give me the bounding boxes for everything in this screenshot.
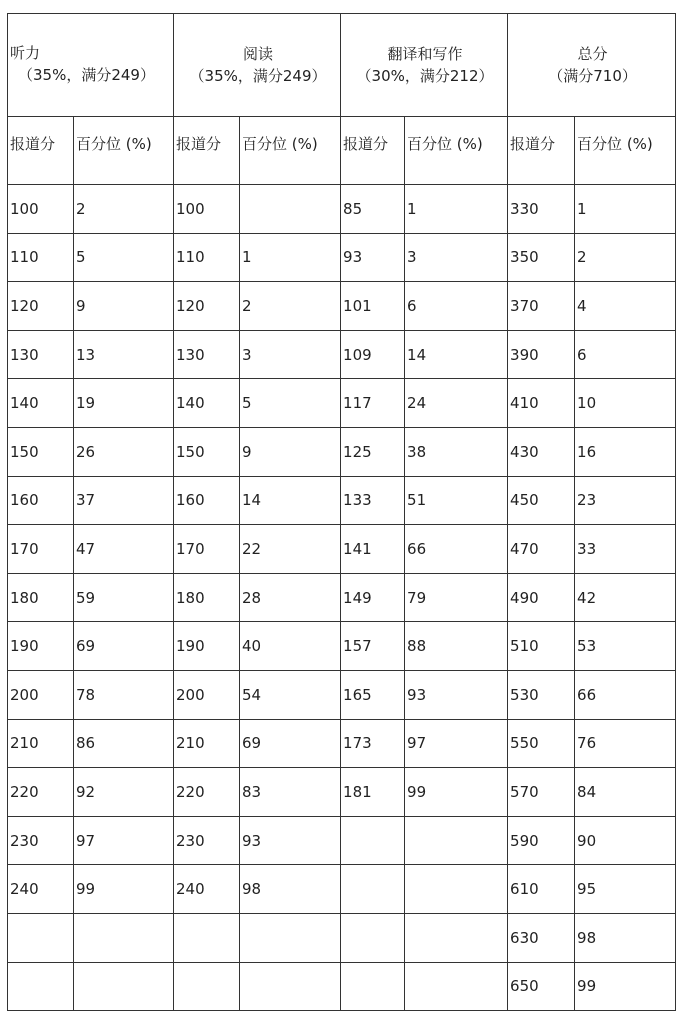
score-cell: 490 xyxy=(508,573,575,622)
score-cell: 130 xyxy=(8,330,74,379)
table-row xyxy=(8,719,676,768)
percentile-cell xyxy=(240,185,341,234)
column-header-row xyxy=(8,117,676,185)
score-cell: 180 xyxy=(8,573,74,622)
score-cell: 149 xyxy=(341,573,405,622)
percentile-cell: 23 xyxy=(575,476,676,525)
score-cell: 93 xyxy=(341,233,405,282)
table-row xyxy=(8,379,676,428)
group-header-row xyxy=(8,14,676,117)
percentile-cell: 6 xyxy=(575,330,676,379)
score-cell: 120 xyxy=(8,282,74,331)
score-cell: 650 xyxy=(508,962,575,1011)
percentile-cell: 16 xyxy=(575,427,676,476)
percentile-cell: 1 xyxy=(575,185,676,234)
column-header-score: 报道分 xyxy=(8,117,74,185)
percentile-cell: 24 xyxy=(405,379,508,428)
percentile-cell xyxy=(405,962,508,1011)
score-cell: 630 xyxy=(508,913,575,962)
percentile-cell: 99 xyxy=(405,768,508,817)
score-cell: 330 xyxy=(508,185,575,234)
score-cell: 350 xyxy=(508,233,575,282)
score-cell: 101 xyxy=(341,282,405,331)
score-cell: 120 xyxy=(174,282,240,331)
group-header-translation-writing xyxy=(341,14,508,117)
score-cell: 510 xyxy=(508,622,575,671)
score-cell xyxy=(341,816,405,865)
percentile-cell: 1 xyxy=(405,185,508,234)
group-name: 阅读 xyxy=(243,45,274,63)
table-row xyxy=(8,865,676,914)
percentile-cell: 69 xyxy=(240,719,341,768)
score-cell: 160 xyxy=(8,476,74,525)
table-row xyxy=(8,185,676,234)
score-cell: 200 xyxy=(8,670,74,719)
percentile-cell: 54 xyxy=(240,670,341,719)
table-row xyxy=(8,573,676,622)
percentile-cell: 99 xyxy=(575,962,676,1011)
score-cell xyxy=(174,913,240,962)
score-cell: 530 xyxy=(508,670,575,719)
column-header-score: 报道分 xyxy=(341,117,405,185)
percentile-cell: 97 xyxy=(74,816,174,865)
percentile-cell xyxy=(405,913,508,962)
score-cell: 370 xyxy=(508,282,575,331)
column-header-percentile: 百分位 (%) xyxy=(405,117,508,185)
percentile-cell: 93 xyxy=(405,670,508,719)
percentile-cell: 6 xyxy=(405,282,508,331)
percentile-cell: 28 xyxy=(240,573,341,622)
score-cell: 150 xyxy=(174,427,240,476)
score-cell: 150 xyxy=(8,427,74,476)
score-cell: 450 xyxy=(508,476,575,525)
percentile-cell: 26 xyxy=(74,427,174,476)
score-cell: 550 xyxy=(508,719,575,768)
score-cell: 590 xyxy=(508,816,575,865)
percentile-cell: 38 xyxy=(405,427,508,476)
percentile-cell: 19 xyxy=(74,379,174,428)
percentile-cell: 51 xyxy=(405,476,508,525)
score-cell: 110 xyxy=(8,233,74,282)
score-cell: 125 xyxy=(341,427,405,476)
percentile-cell: 66 xyxy=(575,670,676,719)
column-header-percentile: 百分位 (%) xyxy=(575,117,676,185)
score-cell: 170 xyxy=(8,525,74,574)
score-cell xyxy=(341,962,405,1011)
table-row xyxy=(8,622,676,671)
percentile-cell: 98 xyxy=(240,865,341,914)
percentile-cell xyxy=(405,816,508,865)
score-cell: 130 xyxy=(174,330,240,379)
score-cell xyxy=(341,865,405,914)
table-row xyxy=(8,670,676,719)
score-cell: 117 xyxy=(341,379,405,428)
percentile-cell: 3 xyxy=(405,233,508,282)
score-cell: 110 xyxy=(174,233,240,282)
table-row xyxy=(8,962,676,1011)
column-header-score: 报道分 xyxy=(508,117,575,185)
group-sub: （35%，满分249） xyxy=(189,67,327,85)
score-cell: 430 xyxy=(508,427,575,476)
group-name: 听力 xyxy=(10,44,41,62)
percentile-cell xyxy=(74,962,174,1011)
score-cell: 109 xyxy=(341,330,405,379)
score-cell: 140 xyxy=(8,379,74,428)
percentile-cell: 1 xyxy=(240,233,341,282)
score-cell: 190 xyxy=(174,622,240,671)
percentile-cell: 86 xyxy=(74,719,174,768)
percentile-cell: 2 xyxy=(240,282,341,331)
table-row xyxy=(8,282,676,331)
table-row xyxy=(8,816,676,865)
score-cell: 570 xyxy=(508,768,575,817)
table-row xyxy=(8,768,676,817)
score-cell: 210 xyxy=(174,719,240,768)
score-cell: 610 xyxy=(508,865,575,914)
score-cell: 410 xyxy=(508,379,575,428)
column-header-score: 报道分 xyxy=(174,117,240,185)
score-cell: 85 xyxy=(341,185,405,234)
score-cell: 160 xyxy=(174,476,240,525)
percentile-cell: 69 xyxy=(74,622,174,671)
percentile-cell: 59 xyxy=(74,573,174,622)
percentile-cell: 33 xyxy=(575,525,676,574)
table-row xyxy=(8,525,676,574)
percentile-cell: 42 xyxy=(575,573,676,622)
percentile-cell: 93 xyxy=(240,816,341,865)
percentile-cell: 47 xyxy=(74,525,174,574)
percentile-cell: 84 xyxy=(575,768,676,817)
score-cell: 170 xyxy=(174,525,240,574)
percentile-cell: 66 xyxy=(405,525,508,574)
score-cell: 141 xyxy=(341,525,405,574)
score-percentile-table xyxy=(7,13,676,1011)
percentile-cell: 5 xyxy=(240,379,341,428)
score-cell: 240 xyxy=(8,865,74,914)
column-header-percentile: 百分位 (%) xyxy=(74,117,174,185)
percentile-cell: 9 xyxy=(240,427,341,476)
score-cell: 181 xyxy=(341,768,405,817)
percentile-cell xyxy=(240,913,341,962)
score-cell: 240 xyxy=(174,865,240,914)
group-header-listening xyxy=(8,14,174,117)
score-cell xyxy=(8,913,74,962)
score-cell: 165 xyxy=(341,670,405,719)
score-cell: 133 xyxy=(341,476,405,525)
percentile-cell: 37 xyxy=(74,476,174,525)
percentile-cell: 83 xyxy=(240,768,341,817)
percentile-cell: 40 xyxy=(240,622,341,671)
score-cell: 100 xyxy=(174,185,240,234)
percentile-cell: 14 xyxy=(240,476,341,525)
percentile-cell: 10 xyxy=(575,379,676,428)
group-sub: （35%，满分249） xyxy=(18,66,155,84)
group-header-reading xyxy=(174,14,341,117)
score-cell: 190 xyxy=(8,622,74,671)
score-cell: 200 xyxy=(174,670,240,719)
score-cell: 157 xyxy=(341,622,405,671)
percentile-cell: 90 xyxy=(575,816,676,865)
score-cell: 390 xyxy=(508,330,575,379)
percentile-cell: 53 xyxy=(575,622,676,671)
percentile-cell: 9 xyxy=(74,282,174,331)
percentile-cell: 95 xyxy=(575,865,676,914)
score-cell: 230 xyxy=(8,816,74,865)
percentile-cell: 88 xyxy=(405,622,508,671)
group-name: 翻译和写作 xyxy=(387,45,463,63)
percentile-cell: 79 xyxy=(405,573,508,622)
percentile-cell: 99 xyxy=(74,865,174,914)
percentile-cell xyxy=(74,913,174,962)
table-row xyxy=(8,427,676,476)
score-cell: 100 xyxy=(8,185,74,234)
score-cell: 220 xyxy=(174,768,240,817)
group-header-total xyxy=(508,14,676,117)
percentile-cell: 78 xyxy=(74,670,174,719)
score-cell xyxy=(8,962,74,1011)
percentile-cell: 14 xyxy=(405,330,508,379)
percentile-cell: 2 xyxy=(575,233,676,282)
group-sub: （满分710） xyxy=(548,67,637,85)
percentile-cell xyxy=(240,962,341,1011)
score-cell xyxy=(174,962,240,1011)
score-cell: 210 xyxy=(8,719,74,768)
score-cell: 140 xyxy=(174,379,240,428)
table-row xyxy=(8,330,676,379)
percentile-cell: 2 xyxy=(74,185,174,234)
percentile-cell: 97 xyxy=(405,719,508,768)
percentile-cell: 98 xyxy=(575,913,676,962)
percentile-cell: 22 xyxy=(240,525,341,574)
table-row xyxy=(8,233,676,282)
score-cell: 470 xyxy=(508,525,575,574)
percentile-cell: 3 xyxy=(240,330,341,379)
score-cell: 220 xyxy=(8,768,74,817)
column-header-percentile: 百分位 (%) xyxy=(240,117,341,185)
percentile-cell: 4 xyxy=(575,282,676,331)
percentile-cell xyxy=(405,865,508,914)
group-sub: （30%，满分212） xyxy=(356,67,494,85)
score-cell: 230 xyxy=(174,816,240,865)
score-cell: 173 xyxy=(341,719,405,768)
table-row xyxy=(8,476,676,525)
percentile-cell: 92 xyxy=(74,768,174,817)
percentile-cell: 76 xyxy=(575,719,676,768)
table-row xyxy=(8,913,676,962)
percentile-cell: 13 xyxy=(74,330,174,379)
group-name: 总分 xyxy=(577,45,608,63)
score-cell: 180 xyxy=(174,573,240,622)
score-cell xyxy=(341,913,405,962)
percentile-cell: 5 xyxy=(74,233,174,282)
